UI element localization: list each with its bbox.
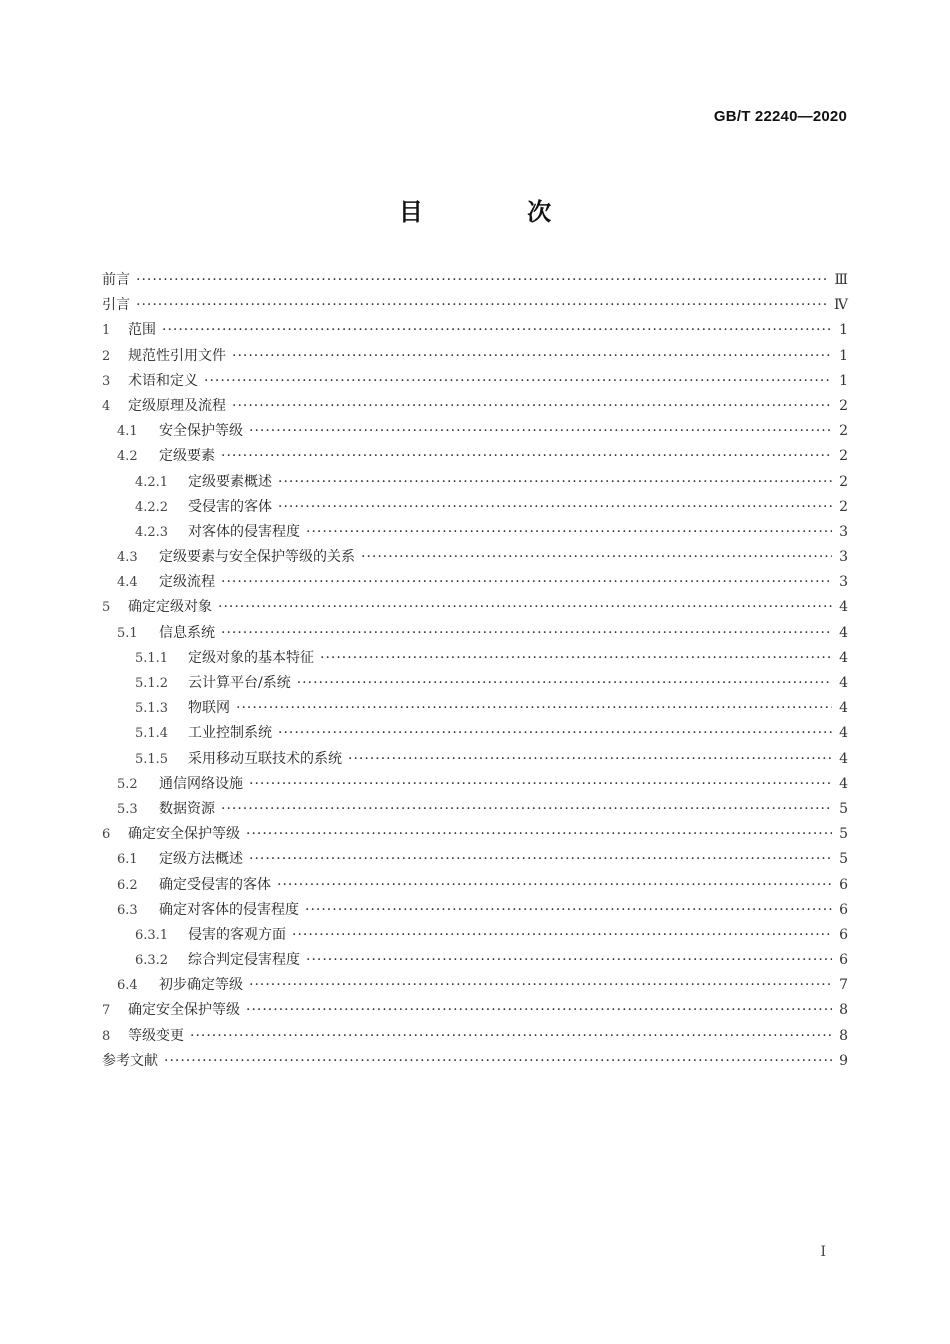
leader-dots	[361, 545, 832, 570]
toc-entry-label: 通信网络设施	[159, 775, 243, 792]
toc-entry-label: 范围	[128, 322, 156, 339]
leader-dots	[221, 797, 832, 822]
toc-entry-label: 确定安全保护等级	[128, 826, 240, 843]
toc-entry-label: 引言	[102, 297, 130, 314]
toc-entry-label: 确定受侵害的客体	[159, 876, 271, 893]
toc-entry-page: 7	[839, 977, 848, 994]
leader-dots	[136, 268, 828, 293]
toc-entry-label: 定级要素与安全保护等级的关系	[159, 549, 355, 566]
toc-entry-label: 云计算平台/系统	[188, 675, 291, 691]
toc-entry-number: 5.1.3	[135, 701, 169, 717]
toc-entry[interactable]	[102, 369, 848, 394]
toc-entry-page: 6	[839, 901, 848, 918]
toc-entry-label: 初步确定等级	[159, 977, 243, 994]
toc-entry-label: 对客体的侵害程度	[188, 523, 300, 540]
leader-dots	[278, 470, 832, 495]
toc-entry[interactable]	[102, 671, 848, 696]
toc-entry-number: 7	[102, 1003, 111, 1019]
toc-entry-number: 4.3	[117, 550, 138, 566]
leader-dots	[232, 394, 832, 419]
toc-entry-label: 物联网	[188, 700, 230, 717]
toc-entry-number: 4.4	[117, 575, 138, 591]
toc-entry[interactable]	[102, 721, 848, 746]
toc-entry[interactable]	[102, 873, 848, 898]
toc-entry-page: 9	[839, 1052, 848, 1069]
toc-entry-label: 定级对象的基本特征	[188, 649, 314, 666]
toc-entry[interactable]	[102, 973, 848, 998]
toc-entry-label: 等级变更	[128, 1027, 184, 1044]
toc-entry[interactable]	[102, 595, 848, 620]
toc-entry[interactable]	[102, 444, 848, 469]
leader-dots	[236, 696, 832, 721]
leader-dots	[277, 873, 832, 898]
toc-entry-number: 4.2	[117, 449, 138, 465]
leader-dots	[306, 520, 832, 545]
toc-entry-label: 确定定级对象	[128, 599, 212, 616]
leader-dots	[162, 318, 832, 343]
toc-entry-label: 信息系统	[159, 624, 215, 641]
toc-entry-number: 4.2.2	[135, 499, 169, 515]
leader-dots	[249, 419, 832, 444]
toc-entry-page: 2	[839, 448, 848, 465]
toc-entry-number: 6.3.1	[135, 927, 169, 943]
toc-entry-label: 定级要素	[159, 448, 215, 465]
toc-entry-page: 1	[839, 372, 848, 389]
toc-entry-page: 6	[839, 876, 848, 893]
toc-entry-number: 6	[102, 827, 111, 843]
leader-dots	[348, 747, 832, 772]
toc-entry-page: 4	[839, 675, 848, 691]
toc-entry-page: 4	[839, 599, 848, 616]
toc-entry-label: 定级要素概述	[188, 473, 272, 490]
toc-entry[interactable]	[102, 847, 848, 872]
table-of-contents	[102, 268, 848, 1074]
toc-entry[interactable]	[102, 545, 848, 570]
toc-entry-label: 受侵害的客体	[188, 498, 272, 515]
toc-entry-page: 8	[839, 1002, 848, 1019]
toc-entry-number: 6.4	[117, 978, 138, 994]
toc-entry-number: 5	[102, 600, 111, 616]
toc-entry[interactable]	[102, 1049, 848, 1074]
leader-dots	[278, 721, 832, 746]
toc-entry-page: 4	[839, 725, 848, 742]
toc-entry-page: 4	[839, 624, 848, 641]
toc-entry[interactable]	[102, 318, 848, 343]
toc-entry-page: 2	[839, 397, 848, 414]
toc-entry-number: 5.1.5	[135, 751, 169, 767]
toc-entry-number: 8	[102, 1028, 111, 1044]
toc-entry-page: 5	[839, 826, 848, 843]
page-number: I	[820, 1244, 826, 1260]
toc-entry[interactable]	[102, 495, 848, 520]
toc-entry[interactable]	[102, 470, 848, 495]
toc-entry-label: 定级方法概述	[159, 851, 243, 868]
toc-entry-page: 6	[839, 926, 848, 943]
toc-entry-page: 5	[839, 851, 848, 868]
leader-dots	[305, 898, 832, 923]
toc-entry-label: 数据资源	[159, 800, 215, 817]
toc-entry[interactable]	[102, 772, 848, 797]
toc-entry[interactable]	[102, 268, 848, 293]
toc-entry[interactable]	[102, 898, 848, 923]
toc-entry[interactable]	[102, 1024, 848, 1049]
leader-dots	[320, 646, 832, 671]
toc-entry-page: Ⅳ	[834, 297, 848, 314]
toc-entry[interactable]	[102, 646, 848, 671]
leader-dots	[292, 923, 832, 948]
toc-entry[interactable]	[102, 696, 848, 721]
toc-entry-label: 安全保护等级	[159, 423, 243, 440]
toc-entry-page: Ⅲ	[834, 272, 848, 288]
toc-entry-number: 4.2.1	[135, 474, 169, 490]
toc-entry-label: 前言	[102, 272, 130, 288]
leader-dots	[249, 973, 832, 998]
leader-dots	[249, 847, 832, 872]
toc-entry[interactable]	[102, 520, 848, 545]
toc-entry[interactable]	[102, 998, 848, 1023]
toc-entry-label: 术语和定义	[128, 372, 198, 389]
toc-entry-number: 5.1.2	[135, 676, 169, 691]
leader-dots	[249, 772, 832, 797]
toc-entry-number: 5.1.4	[135, 726, 169, 742]
leader-dots	[246, 998, 832, 1023]
toc-entry-number: 3	[102, 373, 111, 389]
toc-entry[interactable]	[102, 419, 848, 444]
toc-entry[interactable]	[102, 948, 848, 973]
toc-entry-page: 8	[839, 1027, 848, 1044]
toc-entry-label: 定级流程	[159, 574, 215, 591]
toc-entry[interactable]	[102, 747, 848, 772]
toc-entry-number: 4.1	[117, 424, 138, 440]
toc-entry-page: 2	[839, 473, 848, 490]
toc-entry-number: 5.3	[117, 801, 138, 817]
toc-entry[interactable]	[102, 621, 848, 646]
toc-entry-label: 参考文献	[102, 1052, 158, 1069]
toc-entry-page: 3	[839, 523, 848, 540]
toc-entry-number: 5.1.1	[135, 650, 169, 666]
toc-entry-number: 6.2	[117, 877, 138, 893]
leader-dots	[221, 621, 832, 646]
toc-entry-label: 确定对客体的侵害程度	[159, 901, 299, 918]
toc-entry-number: 6.3	[117, 902, 138, 918]
toc-entry-number: 5.2	[117, 776, 138, 792]
toc-entry-label: 工业控制系统	[188, 725, 272, 742]
toc-entry-label: 确定安全保护等级	[128, 1002, 240, 1019]
toc-entry-page: 4	[839, 700, 848, 717]
toc-entry[interactable]	[102, 822, 848, 847]
toc-entry-page: 1	[839, 322, 848, 339]
toc-entry-label: 综合判定侵害程度	[188, 952, 300, 969]
toc-entry[interactable]	[102, 344, 848, 369]
toc-entry-label: 采用移动互联技术的系统	[188, 750, 342, 767]
toc-entry[interactable]	[102, 570, 848, 595]
toc-entry-page: 2	[839, 423, 848, 440]
toc-entry-number: 6.1	[117, 852, 138, 868]
leader-dots	[306, 948, 832, 973]
toc-entry-number: 1	[102, 323, 111, 339]
toc-entry[interactable]	[102, 797, 848, 822]
toc-entry[interactable]	[102, 394, 848, 419]
toc-entry-page: 6	[839, 952, 848, 969]
toc-entry-number: 5.1	[117, 625, 138, 641]
leader-dots	[136, 293, 828, 318]
leader-dots	[232, 344, 832, 369]
toc-entry-label: 侵害的客观方面	[188, 926, 286, 943]
toc-entry[interactable]	[102, 923, 848, 948]
toc-entry-page: 4	[839, 775, 848, 792]
leader-dots	[218, 595, 832, 620]
leader-dots	[221, 570, 832, 595]
toc-entry[interactable]	[102, 293, 848, 318]
toc-entry-label: 规范性引用文件	[128, 347, 226, 364]
toc-entry-page: 3	[839, 574, 848, 591]
leader-dots	[221, 444, 832, 469]
page-title: 目 次	[398, 197, 600, 226]
toc-entry-label: 定级原理及流程	[128, 397, 226, 414]
toc-entry-number: 6.3.2	[135, 953, 169, 969]
toc-entry-page: 5	[839, 800, 848, 817]
toc-entry-page: 4	[839, 649, 848, 666]
leader-dots	[204, 369, 832, 394]
leader-dots	[297, 671, 832, 696]
standard-code: GB/T 22240—2020	[713, 108, 847, 125]
leader-dots	[246, 822, 832, 847]
toc-entry-page: 1	[839, 347, 848, 364]
toc-entry-number: 4	[102, 398, 111, 414]
toc-entry-page: 2	[839, 498, 848, 515]
toc-entry-number: 2	[102, 348, 111, 364]
leader-dots	[278, 495, 832, 520]
leader-dots	[164, 1049, 832, 1074]
toc-entry-page: 4	[839, 750, 848, 767]
toc-entry-page: 3	[839, 549, 848, 566]
leader-dots	[190, 1024, 832, 1049]
toc-entry-number: 4.2.3	[135, 524, 169, 540]
